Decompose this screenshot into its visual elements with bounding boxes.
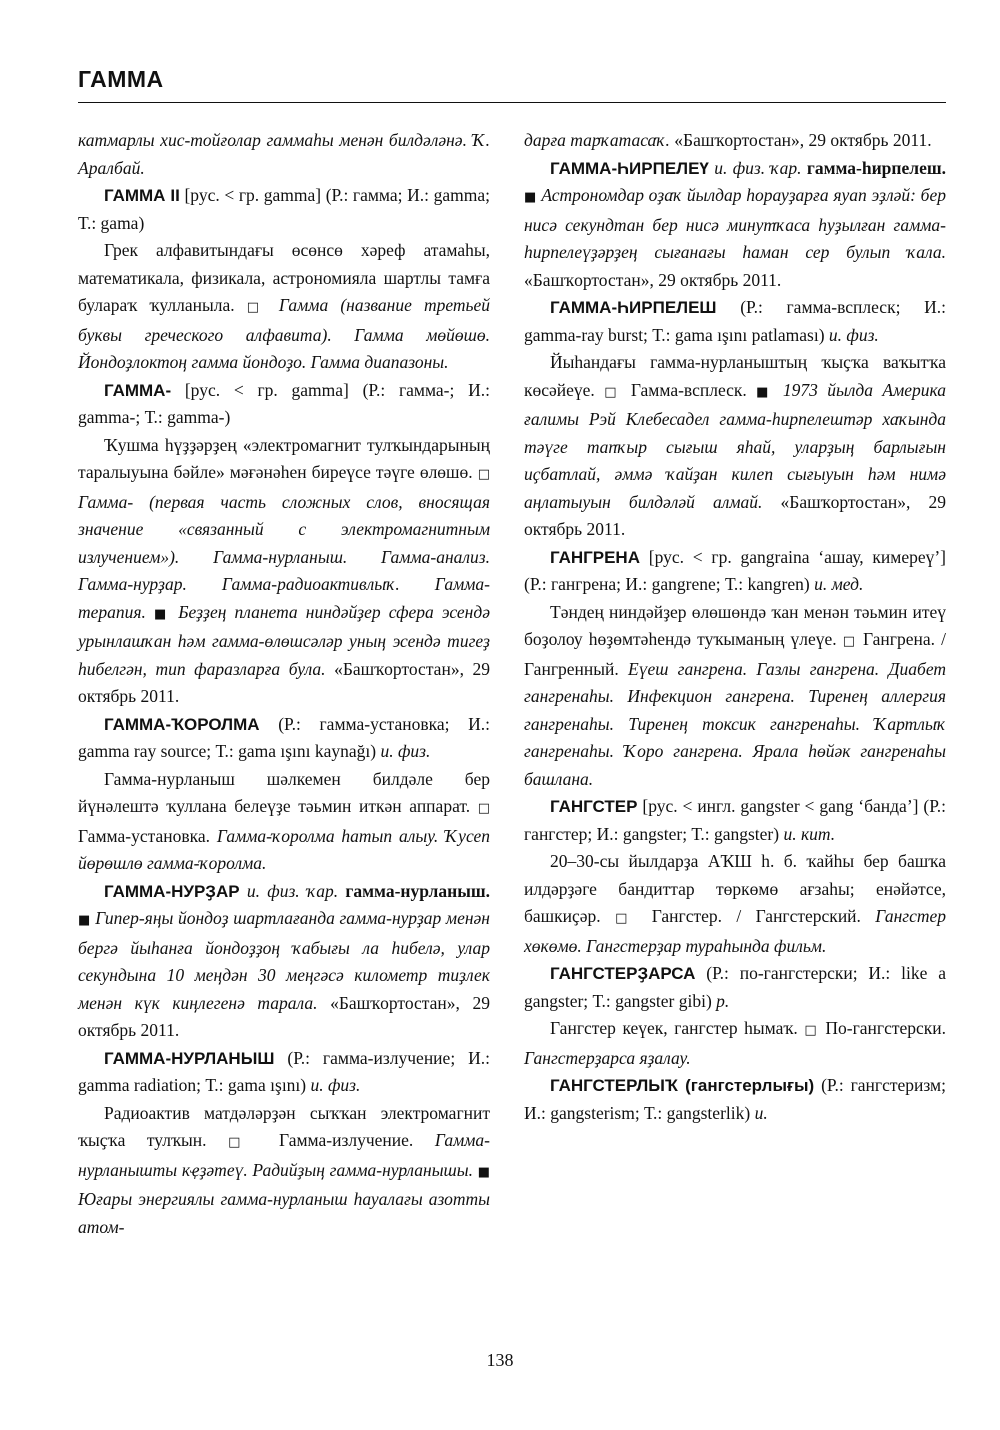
definition: Тәндең ниндәйҙер өлөшөндә ҡан менән тәьмин итеү боҙолоу һөҙөмтәһендә туҡыманың үлеүе. [524, 601, 946, 649]
entry-gamma-hirpeleu [524, 155, 946, 295]
square-icon: □ [615, 911, 638, 926]
grammar-label: и. физ. [310, 1075, 361, 1095]
black-square-icon: ■ [78, 913, 91, 928]
etymology: (Р.: гамма-излучение; И.: gamma radiation; Т.: gama ışını) [78, 1047, 490, 1095]
headword: ГАММА-НУРЛАНЫШ [104, 1048, 275, 1068]
headword: ГАММА-ҺИРПЕЛЕШ [550, 298, 717, 317]
square-icon: □ [228, 1135, 258, 1150]
etymology: [рус. < ингл. gangster < gang ‘банда’] (Р.: гангстер; И.: gangster; Т.: gangster) [524, 796, 946, 844]
headword: ГАММА-ҺИРПЕЛЕҮ [550, 158, 709, 178]
etymology: [рус. < гр. gangraina ‘ашау, кимереү’] (Р.: гангрена; И.: gangrene; Т.: kangren) [524, 546, 947, 594]
definition: Радиоактив матдәләрҙән сыҡҡан электромагнит ҡыҫҡа тулҡын. [78, 1102, 490, 1150]
citation: Юғары энергиялы гамма-нурланыш һауалағы азотты атом- [78, 1189, 490, 1237]
russian-equivalent: Гамма-установка. [78, 825, 210, 846]
citation-source: «Башҡортостан», 29 октябрь 2011. [524, 491, 946, 539]
russian-equivalent: Гамма-излучение. [279, 1130, 414, 1150]
definition: Грек алфавитындағы өсөнсө хәреф атамаһы, математикала, физикала, астрономияла шартлы тамға булараҡ ҡулланыла. [78, 240, 490, 315]
entry-gamma-hirpelesh [524, 294, 946, 349]
entry-gamma-nurdar [78, 878, 490, 1045]
headword: ГАНГРЕНА [550, 547, 640, 567]
examples: Гангстер хөкөмө. Гангстерҙар тураһында фильм. [524, 906, 946, 956]
headword: ГАНГСТЕР [550, 797, 638, 816]
citation-source: «Башҡортостан», 29 октябрь 2011. [78, 658, 490, 706]
grammar-label: и. кит. [783, 823, 836, 844]
entry-gamma-korolma-body [78, 766, 490, 878]
headword: ГАММА- [104, 380, 172, 400]
grammar-label: и. физ. ҡар. [246, 880, 339, 901]
square-icon: □ [842, 634, 857, 649]
entry-gamma-prefix [78, 377, 490, 432]
entry-gangrena-body [524, 599, 946, 794]
definition: Гамма-нурланыш шәлкемен билдәле бер йүнәлештә ҡуллана белеүҙе тәьмин иткән аппарат. [78, 768, 490, 816]
citation: дарға тарҡатасаҡ. [524, 130, 670, 150]
headword: ГАНГСТЕРЛЫҠ (гангстерлығы) [550, 1076, 815, 1095]
citation: Гипер-яңы йондоҙ шартлағанда гамма-нурҙар менән бергә йыһанға йондоҙҙоң ҡабығы ла һибелә, улар секундына 10 меңдән 30 меңгәсә километр тиҙлек менән күк киңлегенә тарала. [78, 908, 490, 1013]
etymology: (Р.: гамма-установка; И.: gamma ray source; Т.: gama ışını kaynağı) [78, 713, 491, 761]
citation: Беҙҙең планета ниндәйҙер сфера эсендә урынлашҡан һәм гамма-өлөшсәләр уның эсендә тигеҙ һибелгән, тип фаразларға була. [78, 601, 490, 679]
grammar-label: и. мед. [814, 574, 864, 594]
black-square-icon: ■ [524, 190, 537, 205]
continuation-text [78, 127, 490, 182]
definition: Гангстер кеүек, гангстер һымаҡ. [550, 1018, 798, 1038]
entry-gamma-nurlanysh-body [78, 1100, 490, 1242]
etymology: (Р.: гамма-всплеск; И.: gamma-ray burst; Т.: gama ışını patlaması) [524, 297, 946, 345]
russian-equivalent: По-гангстерски. [825, 1018, 947, 1038]
left-column [78, 127, 490, 1241]
square-icon: □ [804, 1023, 819, 1038]
definition: Йыһандағы гамма-нурланыштың ҡыҫҡа ваҡытҡа көсәйеүе. [524, 352, 946, 400]
square-icon: □ [246, 300, 267, 315]
entry-gamma-ii [78, 182, 490, 237]
entry-gangster [524, 793, 946, 848]
entry-gamma-ii-body [78, 237, 490, 377]
entry-gangsterlyk [524, 1072, 946, 1127]
page-number: 138 [486, 1350, 514, 1370]
entry-gangster-body [524, 848, 946, 960]
grammar-label: и. физ. [380, 741, 431, 761]
headword: ГАММА-ҠОРОЛМА [104, 714, 260, 734]
cross-reference: гамма-һирпелеш. [806, 157, 947, 178]
continued-citation: катмарлы хис-тойғолар гаммаһы менән билдәләнә. Ҡ. Аралбай. [78, 130, 490, 178]
square-icon: □ [604, 384, 622, 400]
cross-reference: гамма-нурланыш. [345, 880, 491, 901]
grammar-label: и. [754, 1102, 768, 1123]
black-square-icon: ■ [756, 384, 774, 400]
citation-source: «Башҡортостан», 29 октябрь 2011. [78, 992, 490, 1040]
square-icon: □ [477, 801, 490, 816]
entry-gangsterdarsa-body [524, 1015, 946, 1072]
examples: Гамма-нурланышты кҿҙәтеү. Радийҙың гамма-нурланышы. [78, 1130, 490, 1180]
russian-equivalent: Гамма- (первая часть сложных слов, вносящая значение «связанный с электромагнитным излучением»). [78, 491, 490, 567]
continuation-text [524, 127, 946, 155]
entry-gangsterdarsa [524, 960, 946, 1015]
definition: 20–30-сы йылдарҙа АҠШ һ. б. ҡайһы бер башҡа илдәрҙәге бандиттар төркөмө ағзаһы; енәйәтсе, башкиҫәр. [524, 851, 946, 926]
grammar-label: и. физ. ҡар. [714, 157, 802, 178]
right-column [524, 127, 946, 1127]
running-header: ГАММА [78, 66, 164, 92]
entry-gamma-prefix-body [78, 432, 490, 711]
headword: ГАММА II [104, 186, 180, 205]
grammar-label: р. [716, 990, 730, 1011]
grammar-label: и. физ. [828, 324, 879, 345]
examples: Гангстерҙарса яҙалау. [524, 1047, 691, 1068]
headword: ГАНГСТЕРҘАРСА [550, 964, 696, 983]
header-rule [78, 102, 946, 103]
etymology: (Р.: гангстеризм; И.: gangsterism; Т.: gangsterlik) [524, 1075, 946, 1123]
examples: Гамма (название третьей буквы греческого алфавита). Гамма мөйөшө. Йондоҙлоктоң гамма йондоҙо. Гамма диапазоны. [78, 295, 490, 372]
entry-gamma-nurlanysh [78, 1045, 490, 1100]
russian-equivalent: Гамма-всплеск. [630, 379, 747, 400]
examples: Гамма-нурланыш. Гамма-анализ. Гамма-нурҙар. Гамма-радиоактивлыҡ. Гамма-терапия. [78, 546, 490, 622]
entry-gamma-korolma [78, 711, 490, 766]
etymology: [рус. < гр. gamma] (Р.: гамма; И.: gamma; Т.: gama) [78, 185, 490, 233]
russian-equivalent: Гангстер. / Гангстерский. [651, 906, 861, 926]
citation-source: «Башҡортостан», 29 октябрь 2011. [524, 269, 782, 290]
etymology: [рус. < гр. gamma] (Р.: гамма-; И.: gamma-; Т.: gamma-) [78, 379, 490, 427]
citation-source: «Башҡортостан», 29 октябрь 2011. [674, 130, 932, 150]
etymology: (Р.: по-гангстерски; И.: like a gangster; Т.: gangster gibi) [524, 963, 946, 1011]
citation: 1973 йылда Америка ғалимы Рэй Клебесадел гамма-һирпелештәр хаҡында тәүге тапҡыр сығыш яһай, уларҙың барлығын иҫбатлай, әммә ҡайҙан килеп сығыуын һәм нимә аңлатыуын билдәләй алмай. [524, 379, 947, 512]
russian-equivalent: Гангрена. / Гангренный. [524, 629, 947, 679]
square-icon: □ [477, 467, 490, 482]
entry-gangrena [524, 544, 946, 599]
entry-gamma-hirpelesh-body [524, 349, 946, 544]
black-square-icon: ■ [154, 606, 171, 622]
citation: Астрономдар оҙаҡ йылдар һорауҙарға яуап эҙләй: бер нисә секундтан бер нисә минутҡаса һуҙылған гамма-һирпелеүҙәрҙең сығанағы һаман сер булып ҡала. [524, 185, 946, 262]
black-square-icon: ■ [477, 1164, 490, 1180]
definition: Ҡушма һүҙҙәрҙең «электромагнит тулҡындарының таралыуына бәйле» мәғәнәһен биреүсе тәүге өлөшө. [78, 434, 490, 482]
headword: ГАММА-НУРҘАР [104, 881, 240, 901]
examples: Гамма-ҡоролма һатып алыу. Ҡусеп йөрөшлө гамма-ҡоролма. [78, 825, 490, 873]
examples: Еүеш гангрена. Газлы гангрена. Диабет гангренаһы. Инфекцион гангрена. Тиренең аллергия гангренаһы. Тиренең токсик гангренаһы. Ҡартлыҡ гангренаһы. Ҡоро гангрена. Ярала һөйәк гангренаһы башлана. [524, 658, 946, 789]
